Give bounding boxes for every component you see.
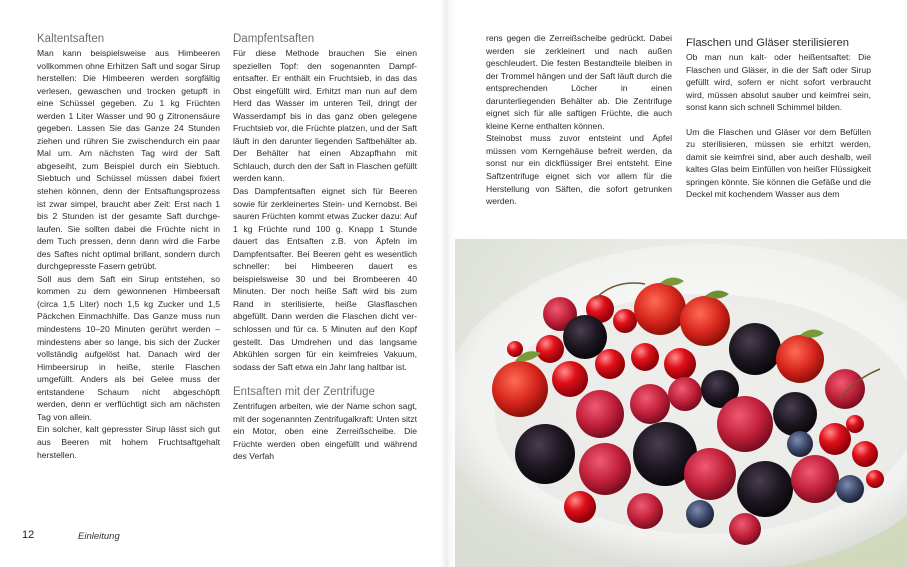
paragraph: Ob man nun kalt- oder heißentsaftet: Die Flaschen und Gläser, in die der Saft oder Sirup gefüllt wird, sofern er nicht sofort verbraucht wird, müssen absolut sauber und keimfrei sein, sonst kann sich schnell Schimmel bilden.	[686, 52, 871, 113]
paragraph: Zentrifugen arbeiten, wie der Name schon sagt, mit der sogenannten Zentrifugalkraft: Unten sitzt ein Motor, oben eine Zerreißscheibe. Die Früchte werden oben eingefüllt und während des Verfah	[233, 401, 417, 462]
section-gap	[233, 373, 417, 385]
column-zentrifuge-continued	[486, 32, 672, 208]
running-footer: Einleitung	[78, 531, 120, 542]
book-gutter	[440, 0, 456, 567]
paragraph: Man kann beispielsweise aus Himbeeren vollkommen ohne Erhitzen Saft und sogar Sirup herstellen: Die Himbeeren werden sorgfältig verlesen, gewaschen und trocken getupft in eine Schüssel gegeben. Zu 1 kg Früchten werden 1 Liter Wasser und 90 g Zitronensäure gegeben. Lassen Sie das Ganze 24 Stunden ziehen und rühren Sie zwischendurch ein paar Mal um. Am nächsten Tag wird der Saft abgeseiht, zum Beispiel durch ein Siebtuch. Siebtuch und Schüssel müssen dabei fixiert stehen können, denn der Entsaftungsprozess ist zwar simpel, braucht aber Zeit: Erst nach 1 bis 2 Stunden ist der gesamte Saft durchgelaufen. Sie sollten dabei die Früchte nicht in dem Tuch pressen, denn dann wird die Farbe des Saftes nicht optimal brillant, sondern durch durchgepresste Fasern getrübt.	[37, 48, 220, 272]
berries-photo	[455, 239, 907, 567]
paragraph: Das Dampfentsaften eignet sich für Beeren sowie für zerkleinertes Stein- und Kernobst. Bei sauren Früchten kommt etwas Zucker dazu: Auf 1 kg Früchte rund 100 g. Knapp 1 Stunde dauert das Entsaften z.B. von Äpfeln im Dampfentsafter. Bei Beeren geht es wesentlich schneller: bei Himbeeren dauert es beispielsweise 30 und bei Brombeeren 40 Minuten. Der noch heiße Saft wird bis zum Rand in sterilisierte, heiße Glasflaschen abgefüllt. Dann werden die Flaschen dicht verschlossen und für ca. 5 Minuten auf den Kopf gestellt. Das Umdrehen und das langsame Abkühlen sorgen für ein keimfreies Vakuum, sodass der Saft etwa ein Jahr lang haltbar ist.	[233, 186, 417, 372]
page-number: 12	[22, 529, 35, 541]
heading-dampfentsaften: Dampfentsaften	[233, 33, 315, 45]
paragraph: Soll aus dem Saft ein Sirup entstehen, so kommen zu dem gewonnenen Himbeersaft (circa 1,5 Liter) noch 1,5 kg Zucker und 1,5 Päckchen Einmachhilfe. Das Ganze muss nun mindestens 10–20 Minuten gerührt werden – mindestens aber so lange, bis sich der Zucker vollständig aufgelöst hat. Danach wird der Himbeersirup in heiße, sterile Flaschen umgefüllt. Anders als bei Gelee muss der entstandene Schaum nicht abgeschöpft werden, denn er verflüchtigt sich am nächsten Tag von allein.	[37, 273, 220, 422]
column-kaltentsaften	[37, 32, 220, 461]
paragraph: Steinobst muss zuvor entsteint und Äpfel müssen vom Kerngehäuse befreit werden, da sonst nur ein dickflüssiger Brei entsteht. Eine Saftzentrifuge eignet sich vor allem für die Herstellung von Säften, die sofort getrunken werden.	[486, 133, 672, 207]
column-dampfentsaften	[233, 32, 417, 463]
paragraph: rens gegen die Zerreißscheibe gedrückt. Dabei werden sie zerkleinert und nach außen geschleudert. Die festen Bestandteile bleiben in der Trommel hängen und der Saft läuft durch die entsprechenden Löcher in einen darunterliegenden Behälter ab. Die Zentrifuge eignet sich für alle saftigen Früchte, die auch kleine Kerne enthalten können.	[486, 33, 672, 131]
paragraph: Für diese Methode brauchen Sie einen speziellen Topf: den sogenannten Dampfentsafter. Er enthält ein Fruchtsieb, in das das Obst eingefüllt wird. Erhitzt man nun auf dem Herd das Wasser im unteren Teil, dringt der Wasserdampf bis in das ganz oben gelegene Fruchtsieb vor, die Früchte platzen, und der Saft läuft in den darunter liegenden Saftbehälter ab. Der Behälter hat einen Abzapfhahn mit Schlauch, durch den der Saft in Flaschen gefüllt werden kann.	[233, 48, 417, 184]
column-flaschen	[686, 36, 871, 201]
section-gap	[686, 114, 871, 126]
paragraph: Um die Flaschen und Gläser vor dem Befüllen zu sterilisieren, müssen sie erhitzt werden, damit sie keimfrei sind, aber auch deshalb, weil kaltes Glas beim Einfüllen von heißer Flüssigkeit springen könnte. Sie können die Gefäße und die Deckel mit kochendem Wasser aus dem	[686, 126, 871, 200]
heading-zentrifuge: Entsaften mit der Zentrifuge	[233, 386, 375, 399]
paragraph: Ein solcher, kalt gepresster Sirup lässt sich gut aus Beeren mit hohem Fruchtsaftgehalt herstellen.	[37, 424, 220, 460]
heading-flaschen: Flaschen und Gläser sterilisieren	[686, 37, 849, 49]
heading-kaltentsaften: Kaltentsaften	[37, 33, 105, 45]
